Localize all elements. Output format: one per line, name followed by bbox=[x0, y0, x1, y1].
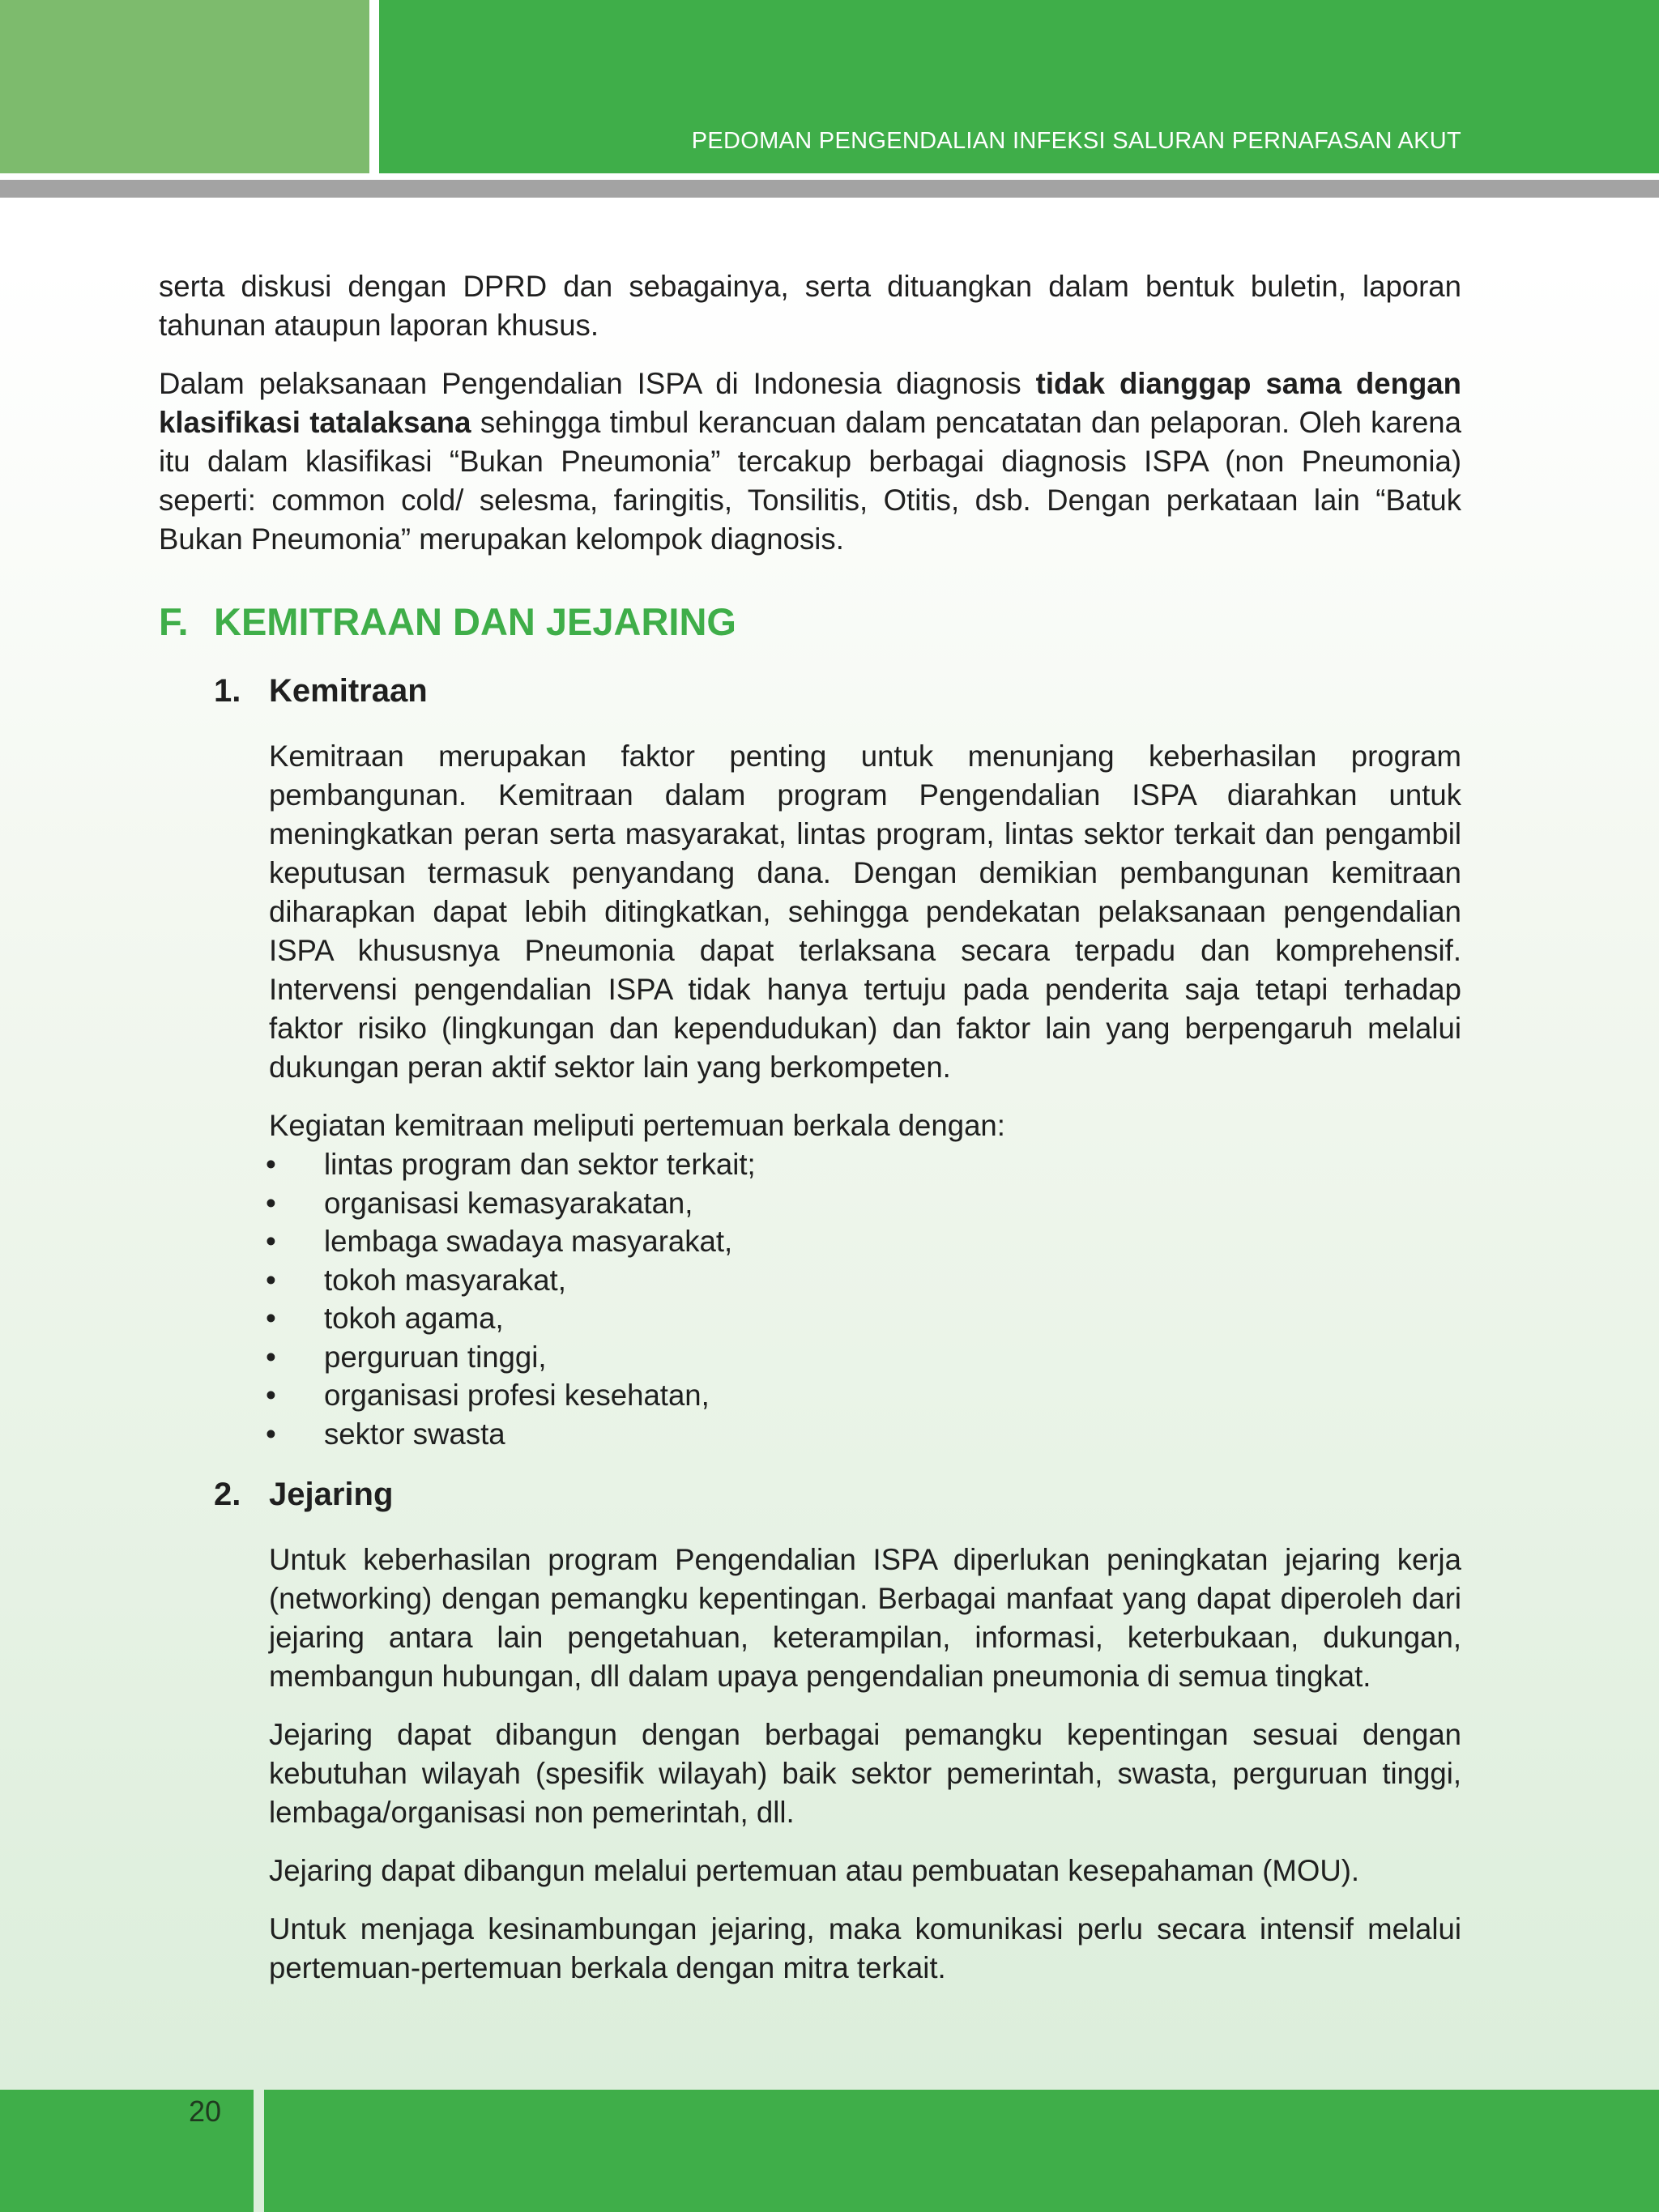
list-item bbox=[266, 1145, 1461, 1184]
jejaring-paragraph-3: Jejaring dapat dibangun melalui pertemuan atau pembuatan kesepahaman (MOU). bbox=[269, 1854, 1360, 1887]
bullet-icon: • bbox=[266, 1340, 276, 1374]
bullet-icon: • bbox=[266, 1148, 276, 1181]
list-item-text: sektor swasta bbox=[324, 1417, 505, 1451]
list-item bbox=[266, 1338, 1461, 1377]
footer-bar bbox=[264, 2090, 1659, 2212]
list-item bbox=[266, 1376, 1461, 1415]
kemitraan-paragraph: Kemitraan merupakan faktor penting untuk menunjang keberhasilan program pembangunan. Kemitraan dalam program Pengendalian ISPA diarahkan untuk meningkatkan peran serta masyarakat, lintas program, lintas sektor terkait dan pengambil keputusan termasuk penyandang dana. Dengan demikian pembangunan kemitraan diharapkan dapat lebih ditingkatkan, sehingga pendekatan pelaksanaan pengendalian ISPA khususnya Pneumonia dapat terlaksana secara terpadu dan komprehensif. Intervensi pengendalian ISPA tidak hanya tertuju pada penderita saja tetapi terhadap faktor risiko (lingkungan dan kependudukan) dan faktor lain yang berpengaruh melalui dukungan peran aktif sektor lain yang berkompeten. bbox=[269, 739, 1461, 1084]
subsection-number: 1. bbox=[214, 673, 241, 709]
bullet-icon: • bbox=[266, 1302, 276, 1335]
list-item-text: perguruan tinggi, bbox=[324, 1340, 547, 1374]
page-body bbox=[159, 267, 1461, 2007]
intro-p2-start: Dalam pelaksanaan Pengendalian ISPA di Indonesia diagnosis bbox=[159, 367, 1036, 400]
jejaring-paragraph-1: Untuk keberhasilan program Pengendalian ISPA diperlukan peningkatan jejaring kerja (networking) dengan pemangku kepentingan. Berbagai manfaat yang dapat diperoleh dari jejaring antara lain pengetahuan, keterampilan, informasi, keterbukaan, dukungan, membangun hubungan, dll dalam upaya pengendalian pneumonia di semua tingkat. bbox=[269, 1543, 1461, 1693]
bullet-icon: • bbox=[266, 1263, 276, 1297]
subsection-title: Kemitraan bbox=[269, 673, 428, 709]
section-title: KEMITRAAN DAN JEJARING bbox=[214, 600, 736, 643]
bullet-icon: • bbox=[266, 1225, 276, 1258]
list-item-text: lintas program dan sektor terkait; bbox=[324, 1148, 756, 1181]
header-accent-block bbox=[0, 0, 369, 173]
list-item-text: lembaga swadaya masyarakat, bbox=[324, 1225, 733, 1258]
header-bar bbox=[379, 0, 1659, 173]
subsection-heading-kemitraan bbox=[214, 669, 1461, 713]
intro-paragraph-2 bbox=[159, 364, 1461, 559]
list-item bbox=[266, 1261, 1461, 1300]
running-header-title: PEDOMAN PENGENDALIAN INFEKSI SALURAN PERNAFASAN AKUT bbox=[691, 128, 1461, 154]
list-item-text: tokoh masyarakat, bbox=[324, 1263, 566, 1297]
kemitraan-list bbox=[159, 1145, 1461, 1453]
kemitraan-list-lead: Kegiatan kemitraan meliputi pertemuan berkala dengan: bbox=[269, 1109, 1005, 1142]
section-heading bbox=[159, 598, 1461, 646]
header-divider bbox=[0, 180, 1659, 198]
page-number: 20 bbox=[189, 2095, 222, 2128]
jejaring-paragraph-2: Jejaring dapat dibangun dengan berbagai pemangku kepentingan sesuai dengan kebutuhan wilayah (spesifik wilayah) baik sektor pemerintah, swasta, perguruan tinggi, lembaga/organisasi non pemerintah, dll. bbox=[269, 1718, 1461, 1829]
jejaring-paragraph-4: Untuk menjaga kesinambungan jejaring, maka komunikasi perlu secara intensif melalui pertemuan-pertemuan berkala dengan mitra terkait. bbox=[269, 1912, 1461, 1984]
intro-p2-end: sehingga timbul kerancuan dalam pencatatan dan pelaporan. Oleh karena itu dalam klasifikasi “Bukan Pneumonia” tercakup berbagai diagnosis ISPA (non Pneumonia) seperti: common cold/ selesma, faringitis, Tonsilitis, Otitis, dsb. Dengan perkataan lain “Batuk Bukan Pneumonia” merupakan kelompok diagnosis. bbox=[159, 406, 1461, 556]
section-letter: F. bbox=[159, 600, 189, 643]
list-item-text: tokoh agama, bbox=[324, 1302, 504, 1335]
subsection-heading-jejaring bbox=[214, 1473, 1461, 1516]
subsection-title: Jejaring bbox=[269, 1477, 394, 1512]
list-item-text: organisasi profesi kesehatan, bbox=[324, 1379, 710, 1412]
jejaring-body bbox=[159, 1541, 1461, 1988]
bullet-icon: • bbox=[266, 1417, 276, 1451]
list-item bbox=[266, 1415, 1461, 1454]
bullet-icon: • bbox=[266, 1379, 276, 1412]
kemitraan-body bbox=[159, 737, 1461, 1145]
list-item bbox=[266, 1184, 1461, 1223]
intro-paragraph-1: serta diskusi dengan DPRD dan sebagainya, serta dituangkan dalam bentuk buletin, laporan tahunan ataupun laporan khusus. bbox=[159, 270, 1461, 342]
subsection-number: 2. bbox=[214, 1477, 241, 1512]
bullet-icon: • bbox=[266, 1186, 276, 1220]
list-item bbox=[266, 1222, 1461, 1261]
list-item-text: organisasi kemasyarakatan, bbox=[324, 1186, 693, 1220]
intro-p2-bold: tidak dianggap sama dengan klasifikasi tatalaksana bbox=[159, 367, 1461, 439]
list-item bbox=[266, 1299, 1461, 1338]
